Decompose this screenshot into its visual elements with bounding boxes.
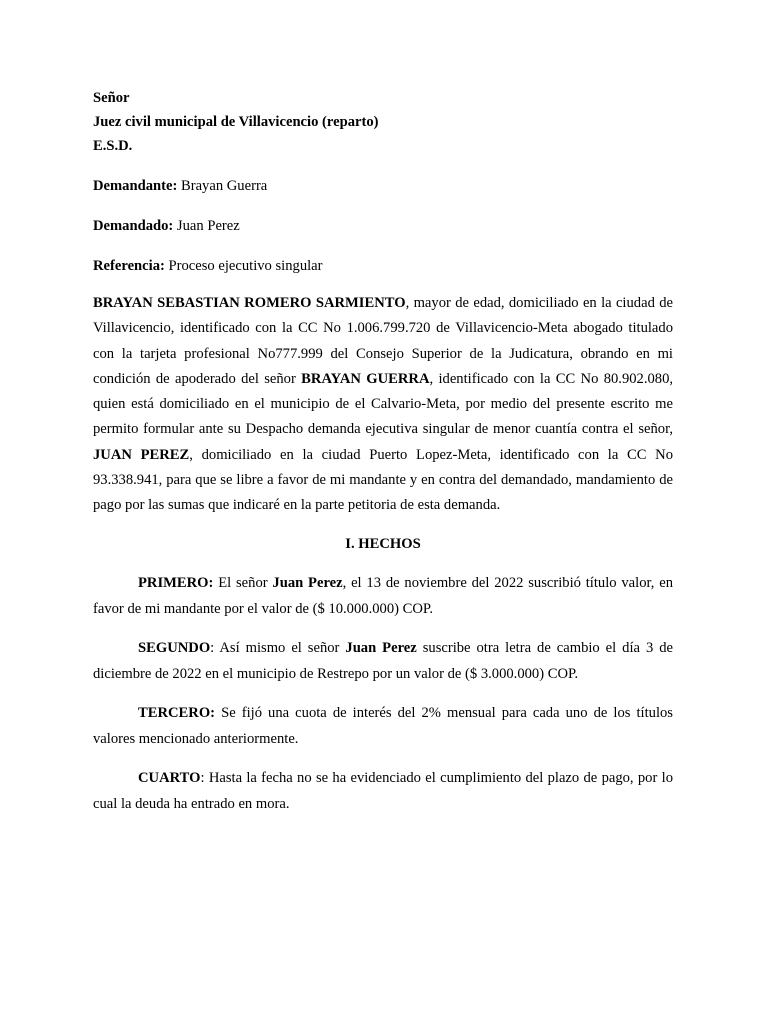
hecho-tercero bbox=[93, 700, 673, 752]
primero-text-2: , el 13 de noviembre del 2022 suscribió título valor, en favor de mi mandante por el valor de ($ 10.000.000) COP. bbox=[93, 574, 673, 617]
intro-text-1: , mayor de edad, domiciliado en la ciudad de Villavicencio, identificado con la CC No 1.006.799.720 de Villavicencio-Meta abogado titulado con la tarjeta profesional No777.999 del Consejo Superior de la Judicatura, obrando en mi condición de apoderado del señor bbox=[93, 295, 673, 387]
demandante-line bbox=[93, 174, 673, 198]
cuarto-text-1: : Hasta la fecha no se ha evidenciado el cumplimiento del plazo de pago, por lo cual la deuda ha entrado en mora. bbox=[93, 769, 673, 812]
demandante-value: Brayan Guerra bbox=[177, 178, 268, 194]
referencia-line bbox=[93, 254, 673, 278]
primero-name: Juan Perez bbox=[272, 574, 343, 591]
segundo-text-1: : Así mismo el señor bbox=[210, 639, 346, 656]
primero-text-1: El señor bbox=[213, 574, 273, 591]
hecho-segundo bbox=[93, 635, 673, 687]
referencia-label: Referencia: bbox=[93, 258, 165, 274]
hechos-heading: I. HECHOS bbox=[345, 535, 421, 552]
document-page bbox=[93, 86, 673, 817]
segundo-name: Juan Perez bbox=[345, 639, 417, 656]
demandado-line bbox=[93, 214, 673, 238]
salutation: Señor bbox=[93, 90, 130, 106]
segundo-text-2: suscribe otra letra de cambio el día 3 de diciembre de 2022 en el municipio de Restrepo por un valor de ($ 3.000.000) COP. bbox=[93, 639, 674, 682]
tercero-text-1: Se fijó una cuota de interés del 2% mensual para cada uno de los títulos valores mencionado anteriormente. bbox=[93, 704, 673, 747]
client-name: BRAYAN GUERRA bbox=[301, 370, 430, 387]
demandante-label: Demandante: bbox=[93, 178, 178, 194]
addressee-block bbox=[93, 86, 673, 158]
demandado-label: Demandado: bbox=[93, 218, 174, 234]
intro-paragraph bbox=[93, 291, 673, 519]
cuarto-label: CUARTO bbox=[138, 769, 201, 786]
defendant-name: JUAN PEREZ bbox=[93, 446, 190, 463]
intro-text-3: , domiciliado en la ciudad Puerto Lopez-Meta, identificado con la CC No 93.338.941, para que se libre a favor de mi mandante y en contra del demandado, mandamiento de pago por las sumas que indicaré en la parte petitoria de esta demanda. bbox=[93, 446, 674, 514]
attorney-name: BRAYAN SEBASTIAN ROMERO SARMIENTO bbox=[93, 295, 406, 311]
referencia-value: Proceso ejecutivo singular bbox=[164, 258, 323, 274]
intro-text-2: , identificado con la CC No 80.902.080, quien está domiciliado en el municipio de el Calvario-Meta, por medio del presente escrito me permito formular ante su Despacho demanda ejecutiva singular de menor cuantía contra el señor, bbox=[93, 370, 674, 438]
hecho-primero bbox=[93, 570, 673, 622]
demandado-value: Juan Perez bbox=[173, 218, 240, 234]
judge-addressee: Juez civil municipal de Villavicencio (reparto) bbox=[93, 114, 379, 130]
tercero-label: TERCERO: bbox=[138, 704, 216, 721]
segundo-label: SEGUNDO bbox=[138, 639, 211, 656]
hecho-cuarto bbox=[93, 765, 673, 817]
esd-line: E.S.D. bbox=[93, 138, 133, 154]
primero-label: PRIMERO: bbox=[138, 574, 214, 591]
